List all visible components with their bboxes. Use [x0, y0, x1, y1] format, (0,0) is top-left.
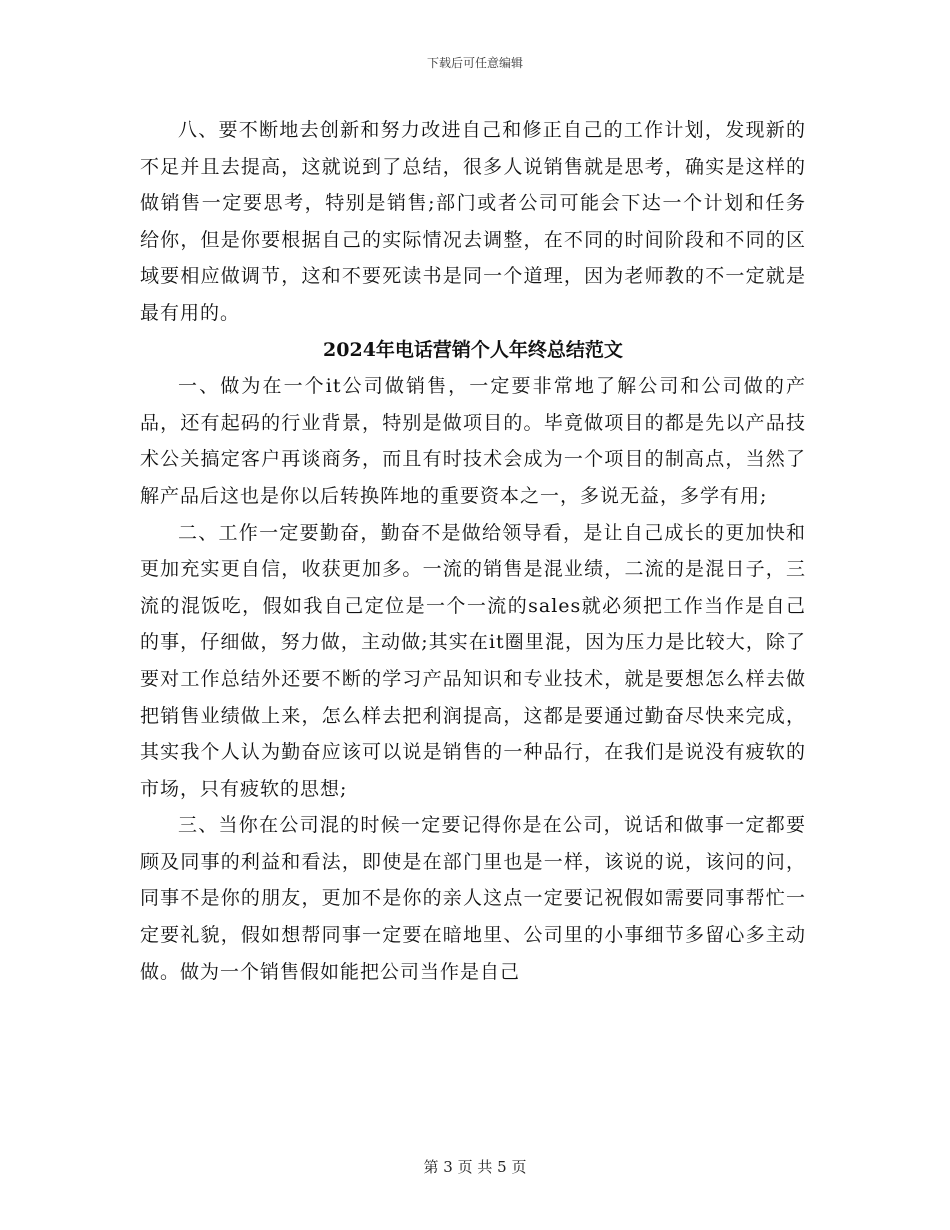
- paragraph-three: 三、当你在公司混的时候一定要记得你是在公司，说话和做事一定都要顾及同事的利益和看法，即使是在部门里也是一样，该说的说，该问的问，同事不是你的朋友，更加不是你的亲人这点一定要记祝假如需要同事帮忙一定要礼貌，假如想帮同事一定要在暗地里、公司里的小事细节多留心多主动做。做为一个销售假如能把公司当作是自己: [140, 814, 806, 983]
- document-title: 2024年电话营销个人年终总结范文: [323, 338, 623, 361]
- document-body: [140, 112, 806, 990]
- paragraph-eight: 八、要不断地去创新和努力改进自己和修正自己的工作计划，发现新的不足并且去提高，这就说到了总结，很多人说销售就是思考，确实是这样的做销售一定要思考，特别是销售;部门或者公司可能会下达一个计划和任务给你，但是你要根据自己的实际情况去调整，在不同的时间阶段和不同的区域要相应做调节，这和不要死读书是同一个道理，因为老师教的不一定就是最有用的。: [140, 119, 806, 324]
- page-header: 下载后可任意编辑: [426, 56, 523, 70]
- page-footer: 第 3 页 共 5 页: [423, 1158, 527, 1176]
- paragraph-two: 二、工作一定要勤奋，勤奋不是做给领导看，是让自己成长的更加快和更加充实更自信，收获更加多。一流的销售是混业绩，二流的是混日子，三流的混饭吃，假如我自己定位是一个一流的sales就必须把工作当作是自己的事，仔细做，努力做，主动做;其实在it圈里混，因为压力是比较大，除了要对工作总结外还要不断的学习产品知识和专业技术，就是要想怎么样去做把销售业绩做上来，怎么样去把利润提高，这都是要通过勤奋尽快来完成，其实我个人认为勤奋应该可以说是销售的一种品行，在我们是说没有疲软的市场，只有疲软的思想;: [140, 521, 806, 800]
- paragraph-one: 一、做为在一个it公司做销售，一定要非常地了解公司和公司做的产品，还有起码的行业背景，特别是做项目的。毕竟做项目的都是先以产品技术公关搞定客户再谈商务，而且有时技术会成为一个项目的制高点，当然了解产品后这也是你以后转换阵地的重要资本之一，多说无益，多学有用;: [140, 375, 806, 507]
